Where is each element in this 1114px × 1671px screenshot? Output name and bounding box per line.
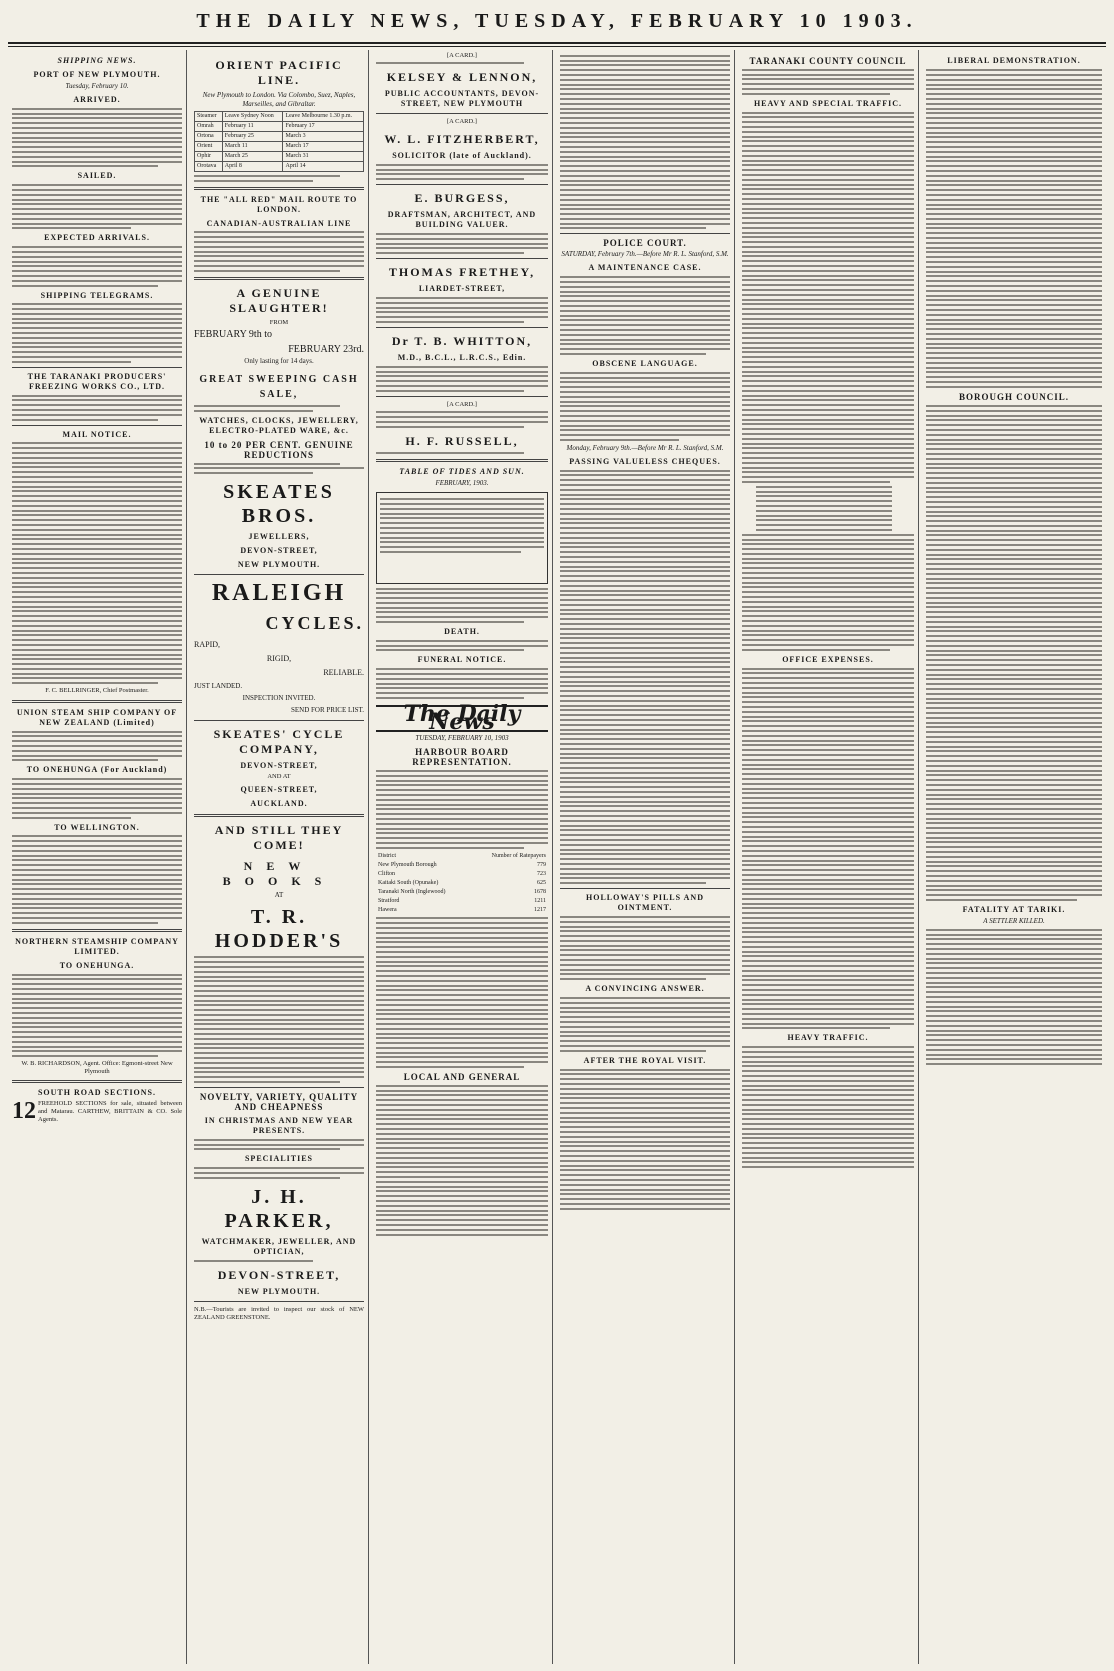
- at-label: AT: [274, 890, 284, 899]
- table-row: Omrah February 11 February 17: [195, 122, 364, 132]
- watches-heading: WATCHES, CLOCKS, JEWELLERY, ELECTRO-PLATED WARE, &c.: [199, 415, 359, 435]
- table-row: Taranaki North (Inglewood) 1678: [378, 888, 546, 895]
- to-onehunga-heading: TO ONEHUNGA (For Auckland): [26, 765, 168, 775]
- postmaster-signature: F. C. BELLRINGER, Chief Postmaster.: [45, 687, 149, 695]
- column-separator: [552, 50, 553, 1664]
- heavy-traffic-2-text: [742, 1046, 914, 1168]
- daily-news-logo: The Daily News: [376, 705, 548, 732]
- table-header: Number of Ratepayers: [491, 852, 546, 859]
- daily-news-date: TUESDAY, FEBRUARY 10, 1903: [415, 734, 509, 743]
- feb-9-label: FEBRUARY 9th to: [194, 329, 272, 341]
- to-wellington-heading: TO WELLINGTON.: [54, 822, 140, 832]
- tides-notes: [376, 588, 548, 624]
- office-expenses-heading: OFFICE EXPENSES.: [782, 654, 874, 664]
- liberal-demonstration-heading: LIBERAL DEMONSTRATION.: [947, 56, 1081, 65]
- police-court-heading: POLICE COURT.: [603, 238, 687, 249]
- canadian-text: [194, 231, 364, 271]
- office-expenses-text: [742, 668, 914, 1030]
- column-adverts: [190, 52, 368, 1662]
- liardet-label: LIARDET-STREET,: [418, 284, 506, 294]
- table-row: Ortona February 25 March 3: [195, 132, 364, 142]
- parker-heading: J. H. PARKER,: [224, 1185, 334, 1232]
- novelty-heading: NOVELTY, VARIETY, QUALITY AND CHEAPNESS: [199, 1092, 359, 1113]
- orient-subheading: New Plymouth to London. Via Colombo, Suez, Naples, Marseilles, and Gibraltar.: [202, 91, 356, 108]
- new-books-heading: NEW BOOKS: [222, 858, 336, 888]
- heavy-traffic-heading: HEAVY AND SPECIAL TRAFFIC.: [753, 98, 903, 108]
- monday-subheading: Monday, February 9th.—Before Mr R. L. Stanford, S.M.: [566, 443, 724, 452]
- table-header: Leave Melbourne 1.30 p.m.: [283, 112, 364, 122]
- tides-heading: TABLE OF TIDES AND SUN.: [399, 466, 525, 476]
- column-4-top-text: [560, 55, 730, 230]
- telegrams-heading: SHIPPING TELEGRAMS.: [40, 290, 154, 300]
- table-row: Ophir March 25 March 31: [195, 152, 364, 162]
- table-row: Stratford 1211: [378, 897, 546, 904]
- sailed-heading: SAILED.: [77, 171, 117, 181]
- districts-table: [376, 852, 548, 915]
- column-separator: [734, 50, 735, 1664]
- sections-advert: 12 FREEHOLD SECTIONS for sale, situated between and Matarau. CARTHEW, BRITTAIN & CO. Sole Agents.: [12, 1098, 182, 1125]
- auckland-label: AUCKLAND.: [250, 798, 308, 808]
- hodder-heading: T. R. HODDER'S: [214, 906, 344, 953]
- to-wellington-text: [12, 835, 182, 923]
- inspection-label: INSPECTION INVITED.: [242, 694, 316, 703]
- sweeping-sale-heading: GREAT SWEEPING CASH SALE,: [199, 373, 359, 400]
- local-general-heading: LOCAL AND GENERAL: [403, 1072, 521, 1083]
- skeates-cycle-heading: SKEATES' CYCLE COMPANY,: [213, 727, 345, 757]
- tides-month: FEBRUARY, 1903.: [435, 478, 489, 487]
- fortnight-label: Only lasting for 14 days.: [244, 357, 314, 366]
- watchmaker-label: WATCHMAKER, JEWELLER, AND OPTICIAN,: [201, 1236, 357, 1256]
- feb-23-label: FEBRUARY 23rd.: [288, 344, 364, 356]
- traffic-schedule: [742, 486, 914, 531]
- death-heading: DEATH.: [444, 627, 480, 637]
- table-row: Orient March 11 March 17: [195, 142, 364, 152]
- jewellers-label: JEWELLERS,: [248, 532, 310, 542]
- fitzherbert-heading: W. L. FITZHERBERT,: [384, 131, 540, 146]
- queen-street-label: QUEEN-STREET,: [240, 784, 318, 794]
- masthead-title: THE DAILY NEWS, TUESDAY, FEBRUARY 10 1903.: [196, 10, 918, 32]
- funeral-text: [376, 668, 548, 699]
- valueless-cheques-text: [560, 470, 730, 885]
- masthead-rule-thin: [8, 46, 1106, 47]
- freezing-text: [12, 395, 182, 421]
- rapid-label: RAPID,: [194, 640, 221, 650]
- kelsey-subheading: PUBLIC ACCOUNTANTS, DEVON-STREET, NEW PLYMOUTH: [384, 89, 540, 109]
- russell-intro-text: [376, 411, 548, 427]
- table-header: Leave Sydney Noon: [222, 112, 283, 122]
- liberal-heading-block: [922, 52, 1106, 68]
- orient-text: [194, 175, 364, 182]
- column-cards-editorial: [372, 52, 552, 1662]
- harbour-text-2: [376, 917, 548, 1068]
- percent-heading: 10 to 20 PER CENT. GENUINE REDUCTIONS: [204, 439, 354, 460]
- union-ss-heading: UNION STEAM SHIP COMPANY OF NEW ZEALAND (Limited): [16, 707, 178, 727]
- county-council-intro: [742, 69, 914, 95]
- mail-notice-text: [12, 442, 182, 684]
- orient-line-heading: ORIENT PACIFIC LINE.: [215, 58, 343, 87]
- union-ss-text: [12, 731, 182, 762]
- devon-street-label: DEVON-STREET,: [240, 546, 318, 556]
- telegrams-text: [12, 303, 182, 363]
- table-row: New Plymouth Borough 779: [378, 861, 546, 868]
- northern-ss-text: [12, 974, 182, 1058]
- russell-heading: H. F. RUSSELL,: [405, 433, 519, 448]
- devon-street-label: DEVON-STREET,: [217, 1267, 341, 1282]
- reliable-label: RELIABLE.: [323, 668, 364, 678]
- funeral-heading: FUNERAL NOTICE.: [417, 655, 507, 665]
- genuine-slaughter-heading: A GENUINE SLAUGHTER!: [229, 285, 329, 315]
- south-road-heading: SOUTH ROAD SECTIONS.: [37, 1088, 157, 1098]
- column-police-court: [556, 52, 734, 1662]
- arrived-text: [12, 108, 182, 168]
- police-court-subheading: SATURDAY, February 7th.—Before Mr R. L. Stanford, S.M.: [561, 250, 729, 259]
- whitton-heading: Dr T. B. WHITTON,: [391, 333, 533, 348]
- hodder-book-list: [194, 956, 364, 1083]
- card-label: [A CARD.]: [447, 118, 477, 126]
- column-separator: [186, 50, 187, 1664]
- all-red-heading: THE "ALL RED" MAIL ROUTE TO LONDON.: [200, 194, 358, 214]
- column-6-top-text: [926, 55, 1102, 901]
- local-general-text: [376, 1085, 548, 1236]
- harbour-text: [376, 770, 548, 849]
- convincing-text: [560, 997, 730, 1052]
- skeates-bros-heading: SKEATES BROS.: [223, 481, 335, 528]
- fatality-heading: FATALITY AT TARIKI.: [962, 905, 1066, 915]
- royal-visit-text: [560, 1069, 730, 1210]
- devon-street-label: DEVON-STREET,: [240, 761, 318, 771]
- card-text: [376, 62, 548, 64]
- holloway-text: [560, 916, 730, 980]
- new-plymouth-label: NEW PLYMOUTH.: [237, 1286, 321, 1296]
- convincing-heading: A CONVINCING ANSWER.: [585, 984, 705, 994]
- column-separator: [368, 50, 369, 1664]
- just-landed-label: JUST LANDED.: [194, 682, 243, 691]
- specialities-heading: SPECIALITIES: [244, 1154, 314, 1164]
- rigid-label: RIGID,: [266, 654, 292, 664]
- price-list-label: SEND FOR PRICE LIST.: [291, 706, 364, 715]
- parker-text: [194, 1260, 364, 1262]
- masthead-rule: [8, 42, 1106, 44]
- heavy-traffic-text: [742, 112, 914, 483]
- table-row: Clifton 723: [378, 870, 546, 877]
- county-council-heading: TARANAKI COUNTY COUNCIL: [749, 56, 907, 66]
- draftsman-label: DRAFTSMAN, ARCHITECT, AND BUILDING VALUER.: [387, 210, 537, 230]
- maintenance-heading: A MAINTENANCE CASE.: [588, 263, 702, 273]
- tides-table: [376, 492, 548, 584]
- fitzherbert-text: [376, 164, 548, 180]
- kelsey-lennon-heading: KELSEY & LENNON,: [386, 70, 538, 85]
- canadian-line-heading: CANADIAN-AUSTRALIAN LINE: [206, 218, 352, 228]
- whitton-text: [376, 366, 548, 392]
- agent-signature: W. B. RICHARDSON, Agent. Office: Egmont-street New Plymouth: [21, 1060, 173, 1075]
- specialities-text: [194, 1167, 364, 1179]
- greenstone-notice: N.B.—Tourists are invited to inspect our stock of NEW ZEALAND GREENSTONE.: [194, 1305, 364, 1321]
- frethey-text: [376, 297, 548, 323]
- royal-visit-heading: AFTER THE ROYAL VISIT.: [583, 1055, 707, 1065]
- table-row: Hawera 1217: [378, 906, 546, 913]
- whitton-subheading: M.D., B.C.L., L.R.C.S., Edin.: [397, 352, 527, 362]
- solicitor-label: SOLICITOR (late of Auckland).: [392, 150, 532, 160]
- table-row: Kaitaki South (Opunake) 625: [378, 879, 546, 886]
- and-at-label: AND AT: [267, 773, 291, 781]
- shipping-date: Tuesday, February 10.: [65, 82, 129, 90]
- column-borough-council: [922, 52, 1106, 1662]
- reductions-text: [194, 463, 364, 475]
- mail-notice-heading: MAIL NOTICE.: [62, 429, 132, 439]
- northern-ss-heading: NORTHERN STEAMSHIP COMPANY LIMITED.: [15, 936, 179, 956]
- card-label: [A CARD.]: [447, 400, 477, 408]
- christmas-text: [194, 1139, 364, 1151]
- port-heading: PORT OF NEW PLYMOUTH.: [33, 70, 161, 79]
- card-label: [A CARD.]: [447, 52, 477, 59]
- to-onehunga-text: [12, 778, 182, 818]
- cycles-heading: CYCLES.: [265, 613, 364, 634]
- burgess-text: [376, 233, 548, 254]
- borough-council-heading: BOROUGH COUNCIL.: [958, 392, 1069, 402]
- expected-heading: EXPECTED ARRIVALS.: [44, 233, 150, 243]
- raleigh-heading: RALEIGH: [211, 580, 347, 607]
- heavy-traffic-2-heading: HEAVY TRAFFIC.: [787, 1033, 869, 1043]
- table-header: Steamer: [195, 112, 223, 122]
- freezing-works-heading: THE TARANAKI PRODUCERS' FREEZING WORKS CO., LTD.: [27, 371, 167, 391]
- russell-text: [376, 452, 548, 454]
- column-county-council: [738, 52, 918, 1662]
- frethey-heading: THOMAS FRETHEY,: [388, 265, 536, 280]
- death-text: [376, 640, 548, 652]
- obscene-text: [560, 372, 730, 441]
- orient-sailing-table: [194, 111, 364, 172]
- sale-text: [194, 405, 364, 412]
- borough-heading-block: [922, 388, 1106, 404]
- to-onehunga2-heading: TO ONEHUNGA.: [59, 960, 135, 970]
- burgess-heading: E. BURGESS,: [414, 191, 510, 206]
- harbour-heading: HARBOUR BOARD REPRESENTATION.: [412, 747, 512, 768]
- expected-text: [12, 246, 182, 286]
- still-come-heading: AND STILL THEY COME!: [214, 822, 344, 852]
- from-label: FROM: [269, 318, 289, 326]
- heavy-traffic-text-2: [742, 534, 914, 651]
- new-plymouth-label: NEW PLYMOUTH.: [237, 560, 321, 570]
- table-header: District: [378, 852, 396, 859]
- fatality-text: [926, 929, 1102, 1065]
- column-separator: [918, 50, 919, 1664]
- column-shipping: [8, 52, 186, 1662]
- holloway-heading: HOLLOWAY'S PILLS AND OINTMENT.: [586, 893, 704, 913]
- christmas-heading: IN CHRISTMAS AND NEW YEAR PRESENTS.: [204, 1116, 354, 1136]
- shipping-news-heading: SHIPPING NEWS.: [57, 56, 137, 65]
- maintenance-text: [560, 276, 730, 355]
- table-row: Orotava April 8 April 14: [195, 162, 364, 172]
- arrived-heading: ARRIVED.: [73, 95, 121, 104]
- sailed-text: [12, 184, 182, 229]
- settler-killed-subheading: A SETTLER KILLED.: [983, 917, 1045, 926]
- obscene-heading: OBSCENE LANGUAGE.: [592, 359, 698, 369]
- valueless-cheques-heading: PASSING VALUELESS CHEQUES.: [569, 456, 721, 466]
